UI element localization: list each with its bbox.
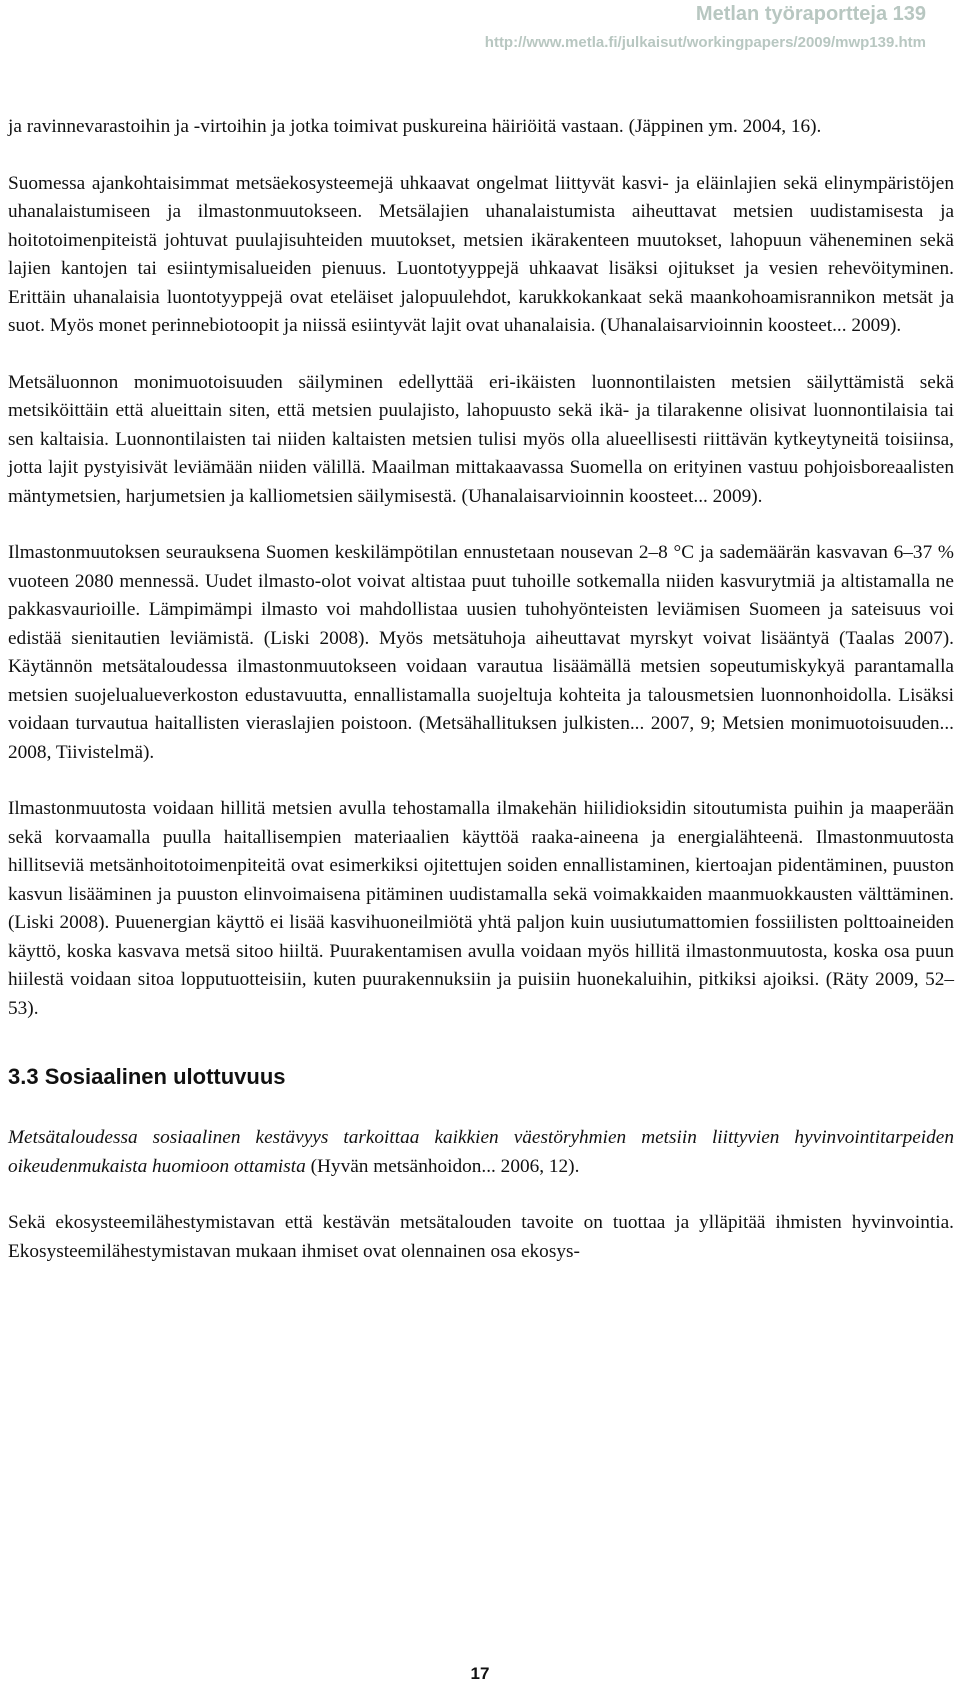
running-header [360,0,960,64]
page-body [8,113,954,1294]
definition-paragraph [8,1124,954,1181]
paragraph-4: Ilmastonmuutoksen seurauksena Suomen keskilämpötilan ennustetaan nousevan 2–8 °C ja sademäärän kasvavan 6–37 % vuoteen 2080 mennessä. Uudet ilmasto-olot voivat altistaa puut tuhoille sotkemalla niiden kasvurytmiä ja altistamalla ne pakkasvaurioille. Lämpimämpi ilmasto voi mahdollistaa uusien tuhohyönteisten leviämisen Suomeen ja sateisuus voi edistää sienitautien leviämistä. (Liski 2008). Myös metsätuhoja aiheuttavat myrskyt voivat lisääntyä (Taalas 2007). Käytännön metsätaloudessa ilmastonmuutokseen voidaan varautua lisäämällä metsien sopeutumiskykyä parantamalla metsien suojelualueverkoston edustavuutta, ennallistamalla suojeltuja kohteita ja talousmetsien luonnonhoidolla. Lisäksi voidaan turvautua haitallisten vieraslajien poistoon. (Metsähallituksen julkisten... 2007, 9; Metsien monimuotoisuuden... 2008, Tiivistelmä). [8,542,954,763]
publication-url[interactable]: http://www.metla.fi/julkaisut/workingpapers/2009/mwp139.htm [484,34,926,51]
section-paragraph: Sekä ekosysteemilähestymistavan että kestävän metsätalouden tavoite on tuottaa ja ylläpitää ihmisten hyvinvointia. Ekosysteemilähestymistavan mukaan ihmiset ovat olennainen osa ekosys- [8,1212,954,1262]
paragraph-3: Metsäluonnon monimuotoisuuden säilyminen edellyttää eri-ikäisten luonnontilaisten metsien säilyttämistä sekä metsiköittäin että alueittain siten, että metsien puulajisto, lahopuusto sekä ikä- ja tilarakenne olisivat luonnontilaisia tai sen kaltaisia. Luonnontilaisten tai niiden kaltaisten metsien tulisi myös olla alueellisesti riittävän kytkeytyneitä toisiinsa, jotta lajit pystyisivät leviämään niiden välillä. Maailman mittakaavassa Suomella on erityinen vastuu pohjoisboreaalisten mäntymetsien, harjumetsien ja kalliometsien säilymisestä. (Uhanalaisarvioinnin koosteet... 2009). [8,371,954,507]
paragraph-5: Ilmastonmuutosta voidaan hillitä metsien avulla tehostamalla ilmakehän hiilidioksidin sitoutumista puihin ja maaperään sekä korvaamalla puulla haitallisempien materiaalien käyttöä raaka-aineena ja energialähteenä. Ilmastonmuutosta hillitseviä metsänhoitotoimenpiteitä ovat esimerkiksi ojitettujen soiden ennallistaminen, kiertoajan pidentäminen, puuston kasvun lisääminen ja puuston elinvoimaisena pitäminen uudistamalla sekä voimakkaiden maanmuokkausten välttäminen. (Liski 2008). Puuenergian käyttö ei lisää kasvihuoneilmiötä yhtä paljon kuin uusiutumattomien fossiilisten polttoaineiden käyttö, koska kasvava metsä sitoo hiiltä. Puurakentamisen avulla voidaan myös hillitä ilmastonmuutosta, koska osa puun hiilestä voidaan sitoa lopputuotteisiin, kuten puurakennuksiin ja puisiin huonekaluihin, pitkiksi ajoiksi. (Räty 2009, 52–53). [8,798,954,1019]
paragraph-2: Suomessa ajankohtaisimmat metsäekosysteemejä uhkaavat ongelmat liittyvät kasvi- ja eläinlajien sekä elinympäristöjen uhanalaistumiseen ja ilmastonmuutokseen. Metsälajien uhanalaistumista aiheuttavat metsien uudistamisesta ja hoitotoimenpiteistä johtuvat puulajisuhteiden muutokset, metsien ikärakenteen muutokset, lahopuun väheneminen sekä lajien kantojen tai esiintymisalueiden pienuus. Luontotyyppejä uhkaavat lisäksi ojitukset ja vesien rehevöityminen. Erittäin uhanalaisia luontotyyppejä ovat eteläiset jalopuulehdot, karukkokankaat sekä maankohoamisrannikon metsät ja suot. Myös monet perinnebiotoopit ja niissä esiintyvät lajit ovat uhanalaisia. (Uhanalaisarvioinnin koosteet... 2009). [8,172,954,336]
section-heading: 3.3 Sosiaalinen ulottuvuus [8,1064,286,1089]
definition-citation: (Hyvän metsänhoidon... 2006, 12). [305,1155,580,1177]
definition-text: Metsätaloudessa sosiaalinen kestävyys tarkoittaa kaikkien väestöryhmien metsiin liittyvien hyvinvointitarpeiden oikeudenmukaista huomioon ottamista [8,1127,954,1177]
paragraph-1: ja ravinnevarastoihin ja -virtoihin ja jotka toimivat puskureina häiriöitä vastaan. (Jäppinen ym. 2004, 16). [8,116,822,137]
series-title: Metlan työraportteja 139 [695,3,926,25]
page-number: 17 [470,1664,490,1683]
